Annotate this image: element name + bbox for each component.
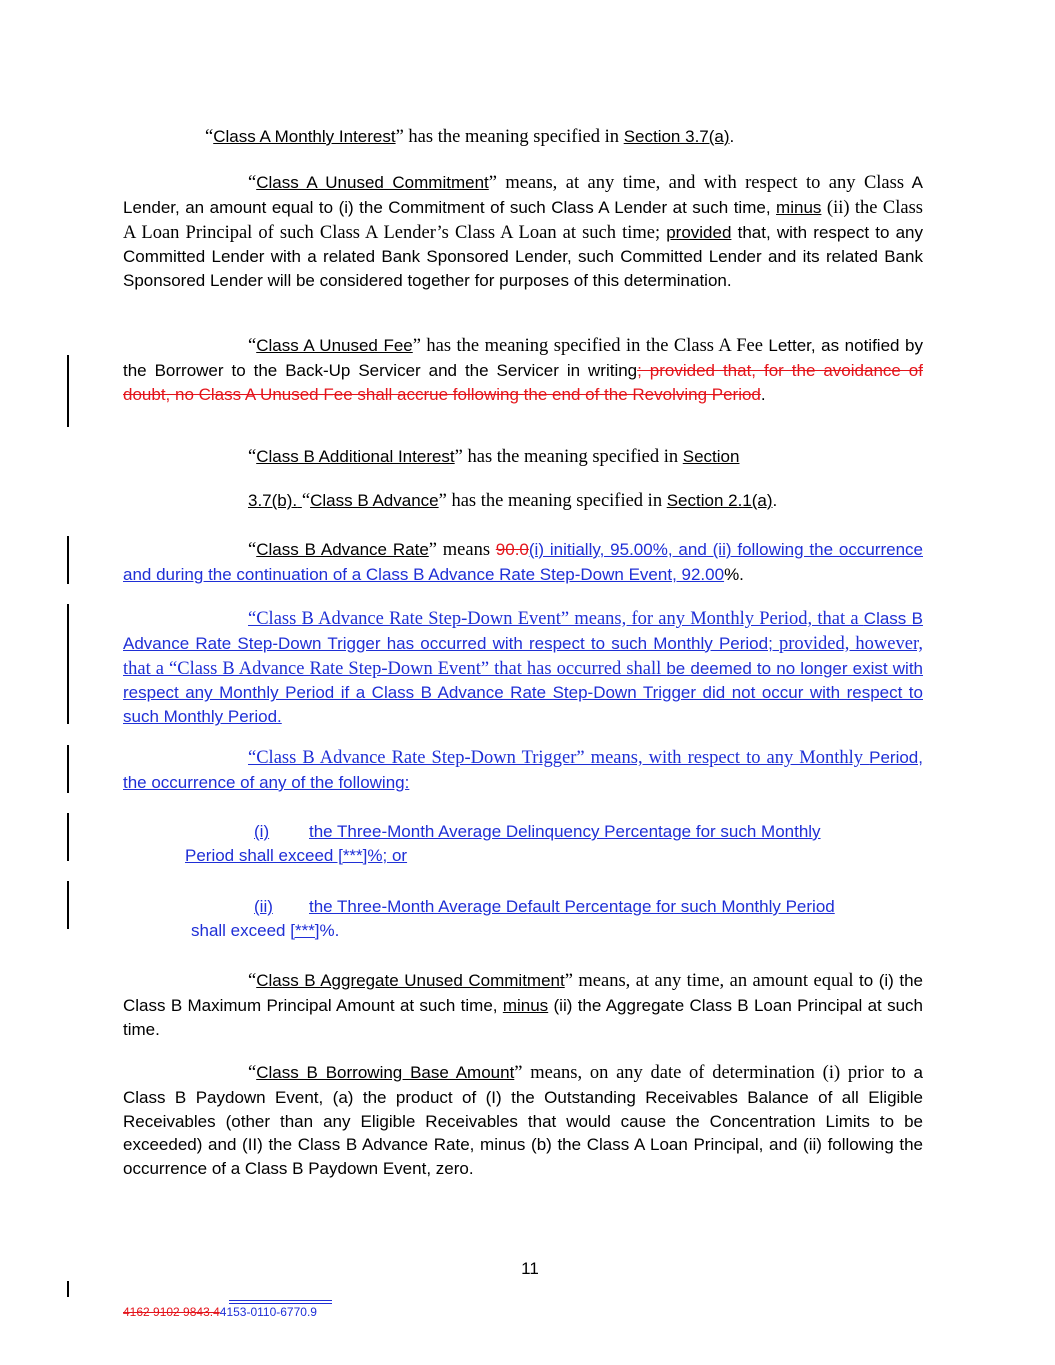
change-bar <box>67 355 69 427</box>
definition-class-a-monthly-interest <box>205 125 734 149</box>
open-quote: “ <box>248 540 257 560</box>
defined-term: Class B Aggregate Unused Commitment <box>256 971 565 990</box>
defined-term: Class B Additional Interest <box>256 447 455 466</box>
definition-step-down-event <box>123 607 923 729</box>
definition-class-a-unused-commitment <box>123 171 923 293</box>
list-item-number: (ii) <box>254 897 273 916</box>
inserted-text: the Three-Month Average Delinquency Percentage for such Monthly <box>309 822 821 841</box>
inserted-text: (i) initially, 95.00%, and (ii) following the occurrence and during the continuation of a Class B Advance Rate Step-Down Event, 92.00 <box>123 540 923 584</box>
definition-class-b-advance-rate <box>123 538 923 587</box>
inserted-text: the Three-Month Average Default Percentage for such Monthly Period <box>309 897 835 916</box>
definition-text: to (i) the Class B Maximum Principal Amount at such time, <box>123 971 924 1015</box>
defined-term: Class B Advance Rate <box>256 540 429 559</box>
list-item-continuation <box>191 919 339 943</box>
inserted-doc-id: 4153-0110-6770.9 <box>219 1305 317 1319</box>
inserted-text: Period shall exceed [***]%; or <box>185 846 408 865</box>
definition-text: ” means, on any date of determination (i) prior <box>514 1063 892 1083</box>
definition-text: ” means <box>428 540 496 560</box>
list-item-continuation <box>185 844 407 868</box>
change-bar <box>67 536 69 584</box>
defined-term: Class A Unused Fee <box>256 336 413 355</box>
inserted-text: Class B Advance Rate Step-Down Trigger has occurred with respect to such Monthly Period; <box>123 609 923 653</box>
change-bar <box>67 881 69 929</box>
section-reference: Section 2.1(a) <box>666 491 773 510</box>
definition-class-a-unused-fee <box>123 334 923 406</box>
section-reference: Section <box>682 447 740 466</box>
inserted-text: be deemed to no longer exist with respect any Monthly Period if a Class B Advance Rate Step-Down Trigger did not occur with respect to such Monthly Period. <box>123 658 923 727</box>
footer-rule <box>229 1303 332 1304</box>
definition-class-b-borrowing-base-amount <box>123 1061 923 1181</box>
definition-text: ” means, at any time, and with respect to any Class <box>488 173 905 193</box>
minus-term: minus <box>776 197 822 217</box>
inserted-text: %. <box>319 921 340 940</box>
inserted-text: “Class B Advance Rate Step-Down Trigger” means, with respect to any Monthly <box>248 748 870 768</box>
definition-class-b-advance <box>248 489 777 513</box>
list-item-number: (i) <box>254 822 270 841</box>
definition-text: (ii) the Aggregate Class B Loan Principal at such time. <box>123 995 923 1039</box>
open-quote: “ <box>248 447 257 467</box>
definition-text: ” means, at any time, an amount equal <box>564 971 859 991</box>
definition-step-down-trigger <box>123 746 923 795</box>
period: . <box>729 127 735 146</box>
change-bar <box>67 813 69 861</box>
defined-term: Class B Advance <box>310 491 439 510</box>
definition-text: ” has the meaning specified in <box>395 127 624 147</box>
definition-text: to a Class B Paydown Event, (a) the product of (I) the Outstanding Receivables Balance of all Eligible Receivables (other than any Eligible Receivables that would cause the Concentration Limits to be exceeded) and (II) the Class B Advance Rate, minus (b) the Class A Loan Principal, and (ii) following the occurrence of a Class B Paydown Event, zero. <box>123 1063 924 1179</box>
definition-text: A Lender, an amount equal to (i) the Commitment of such Class A Lender at such time, <box>123 173 923 217</box>
change-bar <box>67 604 69 724</box>
open-quote: “ <box>248 173 257 193</box>
open-quote: “ <box>248 1063 257 1083</box>
open-quote: “ <box>248 971 257 991</box>
definition-text: ” has the meaning specified in the Class A Fee <box>412 336 769 356</box>
defined-term: Class A Unused Commitment <box>256 173 489 192</box>
open-quote: “ <box>301 491 311 511</box>
period: . <box>772 491 778 510</box>
definition-class-b-additional-interest <box>248 445 739 469</box>
list-item <box>254 895 835 919</box>
inserted-text: “Class B Advance Rate Step-Down Event” means, for any Monthly Period, that a <box>248 609 864 629</box>
definition-text: ” has the meaning specified in <box>454 447 683 467</box>
deleted-text: ; provided that, for the avoidance of doubt, no Class A Unused Fee shall accrue following the end of the Revolving Period <box>123 360 923 404</box>
open-quote: “ <box>248 336 257 356</box>
deleted-text: 90.0 <box>495 540 529 559</box>
percent-sign: %. <box>724 564 744 584</box>
inserted-text: provided, however, that a “Class B Advance Rate Step-Down Event” that has occurred shall <box>123 633 923 679</box>
provided-term: provided <box>666 222 732 242</box>
defined-term: Class A Monthly Interest <box>213 127 396 146</box>
footer-rule <box>229 1300 332 1301</box>
change-bar <box>67 1281 69 1297</box>
open-quote: “ <box>205 127 214 147</box>
definition-text: Letter, as notified by the Borrower to the Back-Up Servicer and the Servicer in writing <box>123 336 924 380</box>
inserted-text: shall exceed <box>191 921 291 940</box>
definition-class-b-aggregate-unused-commitment <box>123 969 923 1041</box>
deleted-doc-id: 4162 9102 9843.4 <box>123 1305 220 1319</box>
section-reference: 3.7(b). <box>248 491 298 510</box>
defined-term: Class B Borrowing Base Amount <box>256 1063 515 1082</box>
page-number: 11 <box>521 1259 539 1278</box>
change-bar <box>67 745 69 793</box>
document-id <box>123 1305 317 1319</box>
minus-term: minus <box>502 995 549 1015</box>
section-reference: Section 3.7(a) <box>623 127 730 146</box>
definition-text: (ii) the Class A Loan Principal of such Class A Lender’s Class A Loan at such time; <box>123 197 923 243</box>
definition-text: ” has the meaning specified in <box>438 491 667 511</box>
list-item <box>254 820 821 844</box>
inserted-text: Period, the occurrence of any of the following: <box>123 748 923 792</box>
period: . <box>760 384 766 404</box>
definition-text: that, with respect to any Committed Lender with a related Bank Sponsored Lender, such Committed Lender and its related Bank Sponsored Lender will be considered together for purposes of this determination. <box>123 222 923 291</box>
inserted-text: [***] <box>290 921 320 940</box>
